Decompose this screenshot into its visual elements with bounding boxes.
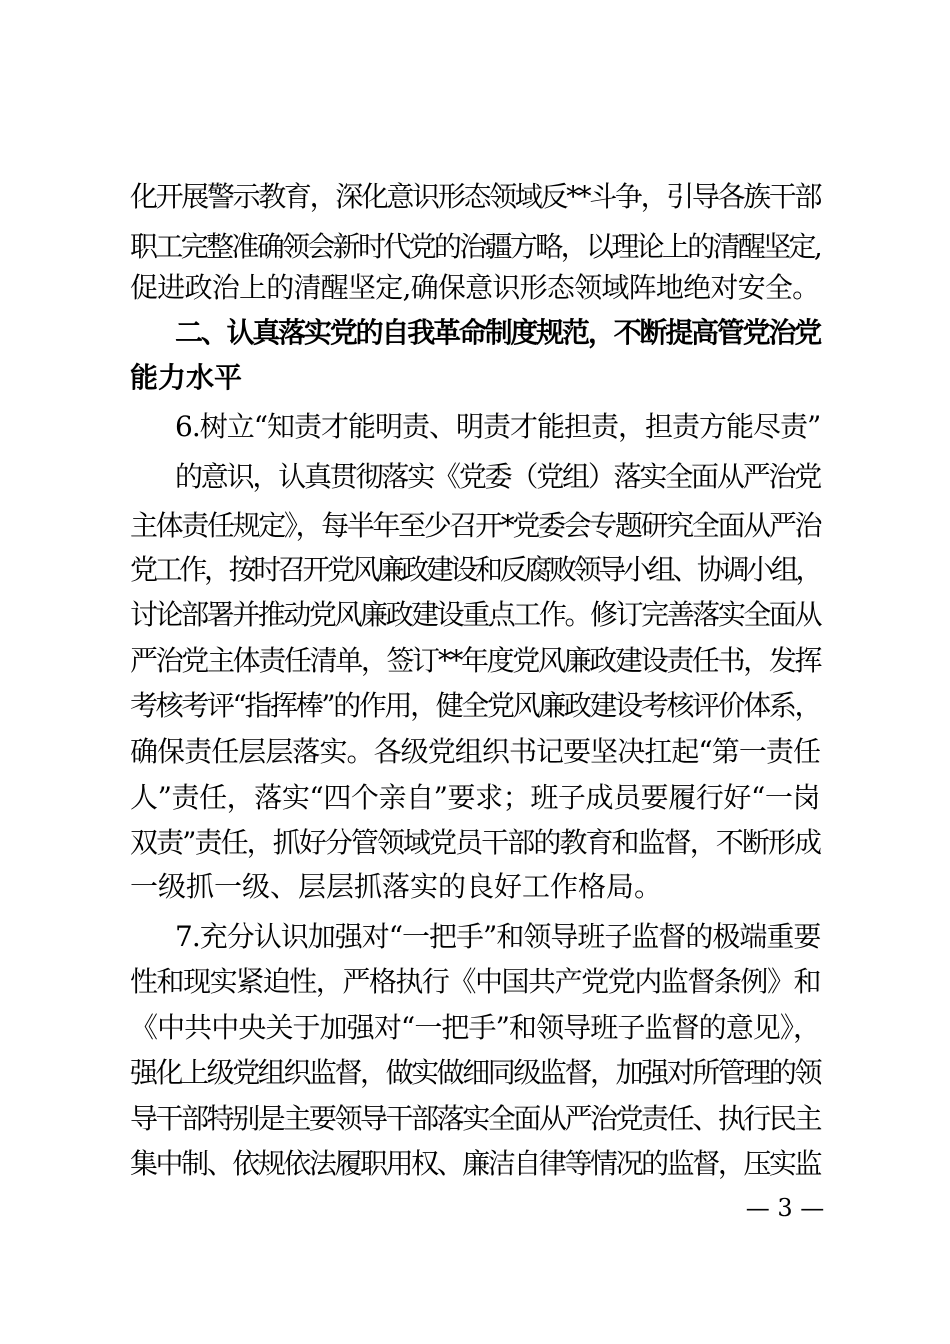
section-heading: 能力水平 bbox=[130, 361, 243, 394]
item-6-line: 主体责任规定》，每半年至少召开*党委会专题研究全面从严治 bbox=[130, 509, 820, 542]
item-6-line: 党工作，按时召开党风廉政建设和反腐败领导小组、协调小组， bbox=[130, 553, 820, 586]
body-text-line: 促进政治上的清醒坚定,确保意识形态领域阵地绝对安全。 bbox=[130, 271, 820, 304]
body-text-line: 化开展警示教育，深化意识形态领域反**斗争，引导各族干部 bbox=[130, 180, 820, 213]
item-7-line: 性和现实紧迫性，严格执行《中国共产党党内监督条例》和 bbox=[130, 965, 820, 998]
item-6-line: 考核考评“指挥棒”的作用，健全党风廉政建设考核评价体系， bbox=[130, 689, 820, 722]
body-text-line: 职工完整准确领会新时代党的治疆方略，以理论上的清醒坚定, bbox=[130, 230, 820, 263]
section-heading: 二、认真落实党的自我革命制度规范，不断提高管党治党 bbox=[175, 316, 820, 349]
item-7-line: 导干部特别是主要领导干部落实全面从严治党责任、执行民主 bbox=[130, 1102, 820, 1135]
item-6-line: 讨论部署并推动党风廉政建设重点工作。修订完善落实全面从 bbox=[130, 598, 820, 631]
item-6-line: 双责”责任，抓好分管领域党员干部的教育和监督，不断形成 bbox=[130, 826, 820, 859]
item-6-line: 严治党主体责任清单，签订**年度党风廉政建设责任书，发挥 bbox=[130, 644, 820, 677]
item-7-line: 集中制、依规依法履职用权、廉洁自律等情况的监督，压实监 bbox=[130, 1147, 820, 1180]
item-7-line: 7.充分认识加强对“一把手”和领导班子监督的极端重要 bbox=[175, 920, 821, 953]
item-7-line: 强化上级党组织监督，做实做细同级监督，加强对所管理的领 bbox=[130, 1056, 820, 1089]
page-number: — 3 — bbox=[745, 1194, 825, 1222]
item-6-line: 确保责任层层落实。各级党组织书记要坚决扛起“第一责任 bbox=[130, 735, 820, 768]
item-6-line: 人”责任，落实“四个亲自”要求；班子成员要履行好“一岗 bbox=[130, 781, 820, 814]
item-6-line: 的意识，认真贯彻落实《党委（党组）落实全面从严治党 bbox=[175, 460, 820, 493]
item-6-line: 6.树立“知责才能明责、明责才能担责，担责方能尽责” bbox=[175, 410, 821, 443]
item-7-line: 《中共中央关于加强对“一把手”和领导班子监督的意见》， bbox=[130, 1011, 820, 1044]
item-6-line: 一级抓一级、层层抓落实的良好工作格局。 bbox=[130, 870, 663, 903]
